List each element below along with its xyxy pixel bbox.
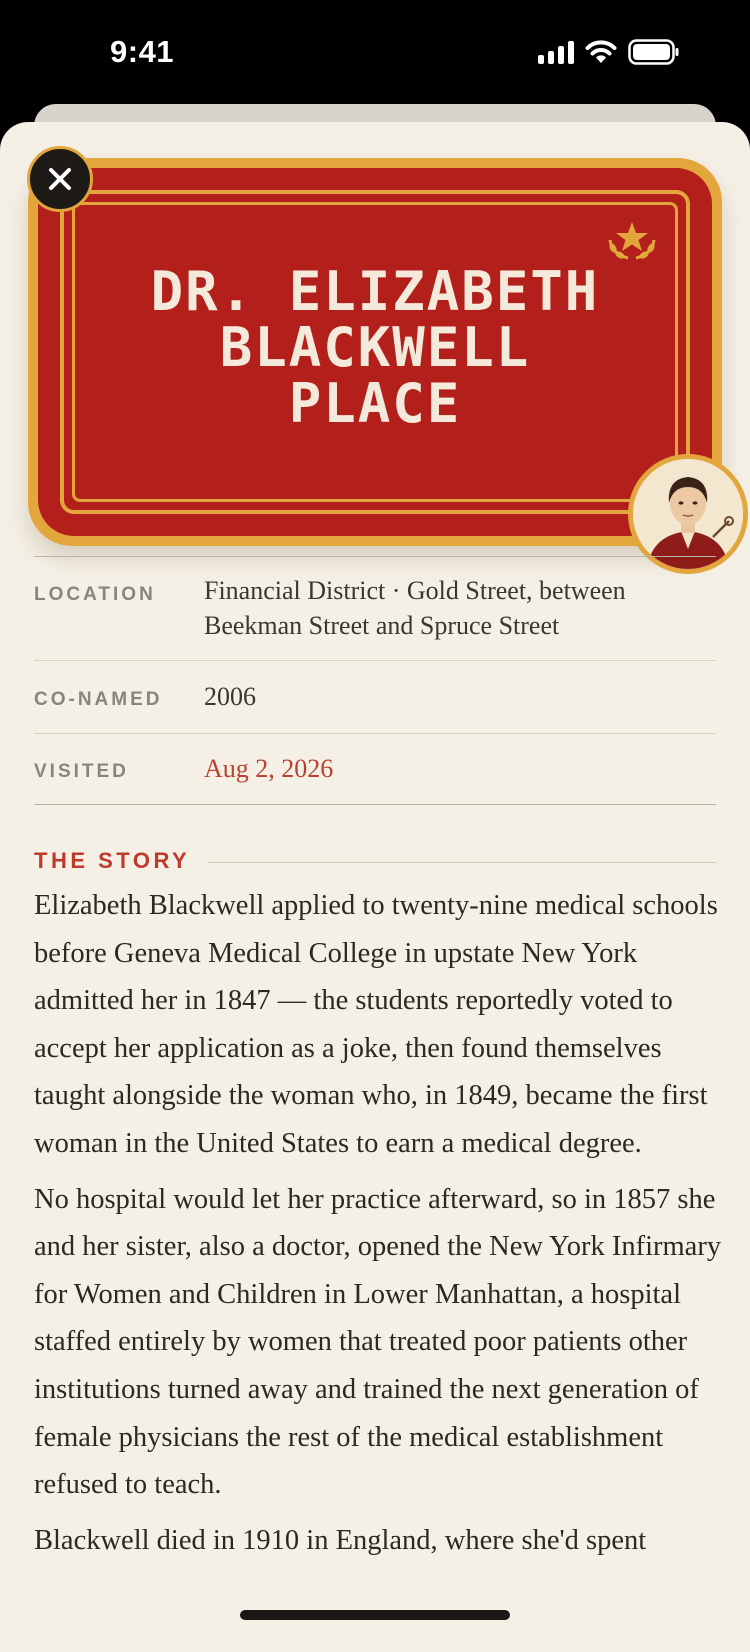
story-body [34, 882, 724, 1572]
status-icons [538, 38, 680, 66]
visited-value: Aug 2, 2026 [204, 754, 334, 783]
story-paragraph: Elizabeth Blackwell applied to twenty-nine medical schools before Geneva Medical College in upstate New York admitted her in 1847 — the students reportedly voted to accept her application as a joke, then found themselves taught alongside the woman who, in 1849, became the first woman in the United States to earn a medical degree. [34, 890, 718, 1159]
status-time: 9:41 [110, 34, 175, 69]
cellular-signal-icon [538, 40, 574, 64]
street-sign [28, 158, 722, 546]
status-bar [0, 0, 750, 110]
close-icon [48, 167, 72, 191]
conamed-value: 2006 [204, 682, 256, 711]
detail-sheet [0, 122, 750, 1652]
street-name: DR. ELIZABETH BLACKWELL PLACE [150, 260, 600, 435]
info-table [34, 556, 716, 805]
location-value [204, 557, 626, 660]
story-divider [208, 862, 716, 863]
story-paragraph: No hospital would let her practice afterward, so in 1857 she and her sister, also a doctor, opened the New York Infirmary for Women and Children in Lower Manhattan, a hospital staffed entirely by women that treated poor patients other institutions turned away and trained the next generation of female physicians the rest of the medical establishment refused to teach. [34, 1183, 722, 1501]
wifi-icon [584, 39, 618, 65]
conamed-label: CO-NAMED [34, 689, 163, 710]
story-heading: THE STORY [34, 848, 191, 873]
visited-row [34, 733, 716, 805]
conamed-row [34, 660, 716, 733]
battery-icon [628, 39, 680, 65]
story-header [34, 848, 716, 878]
street-sign-face [38, 168, 712, 536]
location-line-2: Beekman Street and Spruce Street [204, 611, 560, 640]
close-button[interactable] [27, 146, 93, 212]
visited-label: VISITED [34, 761, 129, 782]
home-indicator[interactable] [240, 1610, 510, 1620]
story-paragraph: Blackwell died in 1910 in England, where she'd spent [34, 1524, 647, 1556]
location-row [34, 556, 716, 660]
portrait-illustration [633, 459, 743, 569]
location-label: LOCATION [34, 584, 156, 605]
location-line-1: Financial District · Gold Street, between [204, 576, 626, 605]
star-laurel-icon [604, 220, 660, 264]
